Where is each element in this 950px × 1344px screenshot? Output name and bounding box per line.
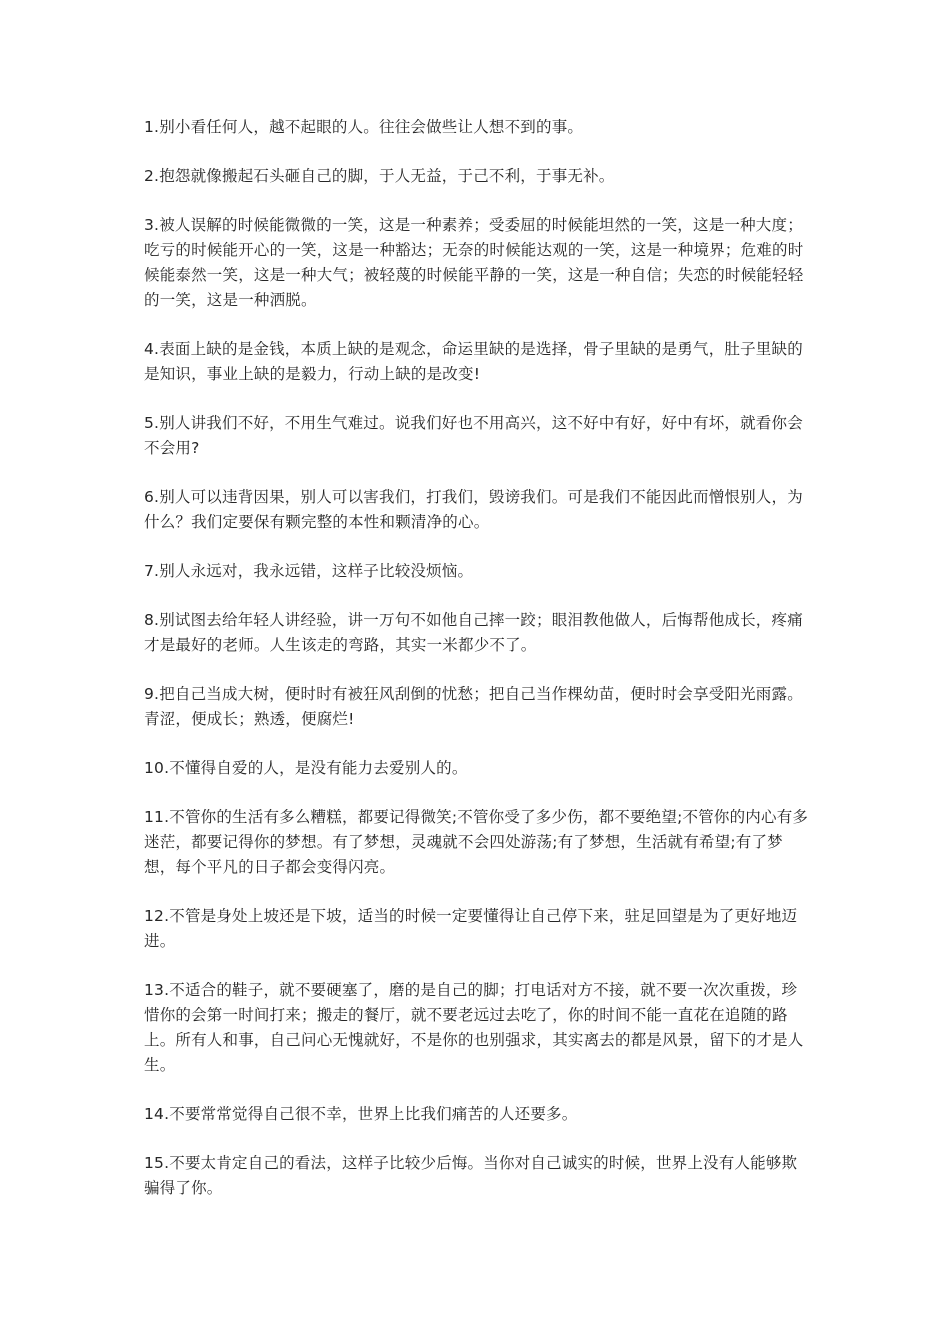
paragraph-11: 11.不管你的生活有多么糟糕，都要记得微笑;不管你受了多少伤，都不要绝望;不管你的内心有多迷茫，都要记得你的梦想。有了梦想，灵魂就不会四处游荡;有了梦想，生活就有希望;有了梦想，每个平凡的日子都会变得闪亮。 bbox=[144, 808, 809, 876]
paragraph-2: 2.抱怨就像搬起石头砸自己的脚，于人无益，于己不利，于事无补。 bbox=[144, 167, 615, 185]
paragraph-1: 1.别小看任何人，越不起眼的人。往往会做些让人想不到的事。 bbox=[144, 118, 584, 136]
document-body bbox=[144, 115, 812, 1225]
paragraph-10: 10.不懂得自爱的人，是没有能力去爱别人的。 bbox=[144, 759, 468, 777]
paragraph-7: 7.别人永远对，我永远错，这样子比较没烦恼。 bbox=[144, 562, 474, 580]
paragraph-5: 5.别人讲我们不好，不用生气难过。说我们好也不用高兴，这不好中有好，好中有坏，就看你会不会用? bbox=[144, 414, 803, 457]
paragraph-4: 4.表面上缺的是金钱，本质上缺的是观念，命运里缺的是选择，骨子里缺的是勇气，肚子里缺的是知识，事业上缺的是毅力，行动上缺的是改变! bbox=[144, 340, 803, 383]
paragraph-15: 15.不要太肯定自己的看法，这样子比较少后悔。当你对自己诚实的时候，世界上没有人能够欺骗得了你。 bbox=[144, 1154, 798, 1197]
paragraph-14: 14.不要常常觉得自己很不幸，世界上比我们痛苦的人还要多。 bbox=[144, 1105, 578, 1123]
paragraph-9: 9.把自己当成大树，便时时有被狂风刮倒的忧愁；把自己当作棵幼苗，便时时会享受阳光雨露。青涩，便成长；熟透，便腐烂! bbox=[144, 685, 803, 728]
paragraph-12: 12.不管是身处上坡还是下坡，适当的时候一定要懂得让自己停下来，驻足回望是为了更好地迈进。 bbox=[144, 907, 798, 950]
paragraph-6: 6.别人可以违背因果，别人可以害我们，打我们，毁谤我们。可是我们不能因此而憎恨别人，为什么？我们定要保有颗完整的本性和颗清净的心。 bbox=[144, 488, 803, 531]
paragraph-3: 3.被人误解的时候能微微的一笑，这是一种素养；受委屈的时候能坦然的一笑，这是一种大度；吃亏的时候能开心的一笑，这是一种豁达；无奈的时候能达观的一笑，这是一种境界；危难的时候能泰然一笑，这是一种大气；被轻蔑的时候能平静的一笑，这是一种自信；失恋的时候能轻轻的一笑，这是一种洒脱。 bbox=[144, 216, 804, 309]
paragraph-8: 8.别试图去给年轻人讲经验，讲一万句不如他自己摔一跤；眼泪教他做人，后悔帮他成长，疼痛才是最好的老师。人生该走的弯路，其实一米都少不了。 bbox=[144, 611, 803, 654]
paragraph-13: 13.不适合的鞋子，就不要硬塞了，磨的是自己的脚；打电话对方不接，就不要一次次重拨，珍惜你的会第一时间打来；搬走的餐厅，就不要老远过去吃了，你的时间不能一直花在追随的路上。所有人和事，自己问心无愧就好，不是你的也别强求，其实离去的都是风景，留下的才是人生。 bbox=[144, 981, 804, 1074]
